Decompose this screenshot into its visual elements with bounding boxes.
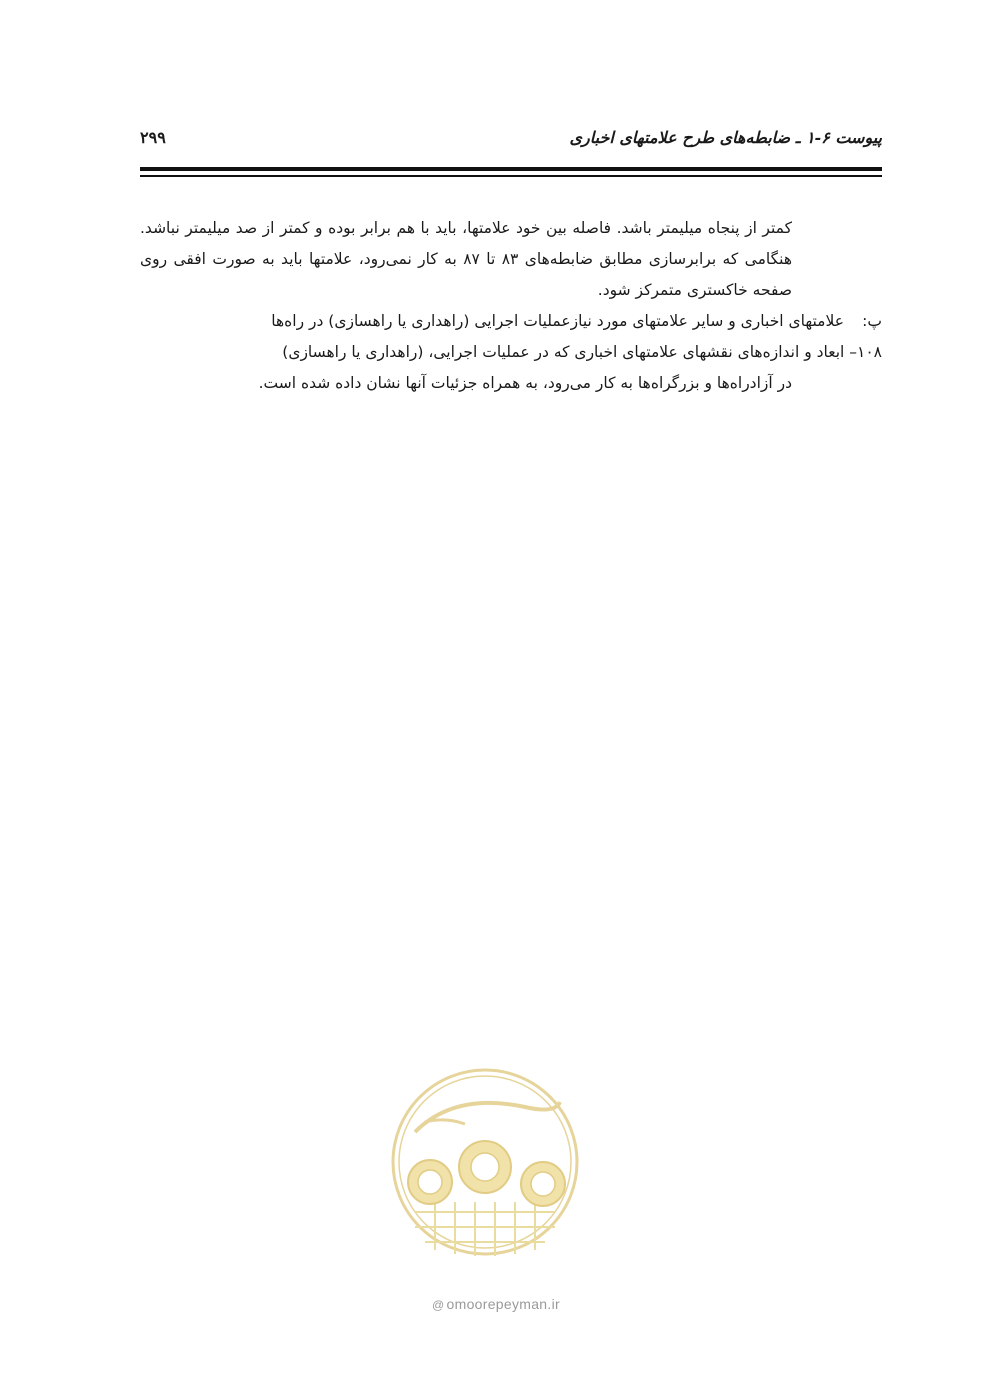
header-rule-thin bbox=[140, 175, 882, 177]
figure-caption-line-1: ۱۰۸– ابعاد و اندازه‌های نقشهای علامتهای اخباری که در عملیات اجرایی، (راهداری یا راهسازی) bbox=[282, 343, 882, 361]
list-item-pe bbox=[140, 306, 882, 337]
watermark-logo bbox=[385, 1062, 585, 1262]
list-item-text: علامتهای اخباری و سایر علامتهای مورد نیازعملیات اجرایی (راهداری یا راهسازی) در راه‌ها bbox=[271, 312, 844, 330]
body-paragraph: کمتر از پنجاه میلیمتر باشد. فاصله بین خود علامتها، باید با هم برابر بوده و کمتر از صد میلیمتر نباشد. هنگامی که برابرسازی مطابق ضابطه‌های ۸۳ تا ۸۷ به کار نمی‌رود، علامتها باید به صورت افقی روی صفحه خاکستری متمرکز شود. bbox=[140, 219, 792, 299]
watermark-at-icon: @ bbox=[432, 1298, 445, 1312]
figure-caption-line-2: در آزادراه‌ها و بزرگراه‌ها به کار می‌رود، به همراه جزئیات آنها نشان داده شده است. bbox=[258, 374, 792, 392]
header-rule-thick bbox=[140, 167, 882, 171]
watermark-url bbox=[0, 1296, 992, 1312]
page-number: ۲۹۹ bbox=[140, 128, 166, 147]
page-header bbox=[140, 128, 882, 154]
header-title: پیوست ۶-۱ ـ ضابطه‌های طرح علامتهای اخباری bbox=[569, 128, 882, 147]
body-text bbox=[140, 213, 882, 399]
list-item-marker: پ: bbox=[862, 312, 882, 330]
watermark-url-text: omoorepeyman.ir bbox=[446, 1296, 560, 1312]
